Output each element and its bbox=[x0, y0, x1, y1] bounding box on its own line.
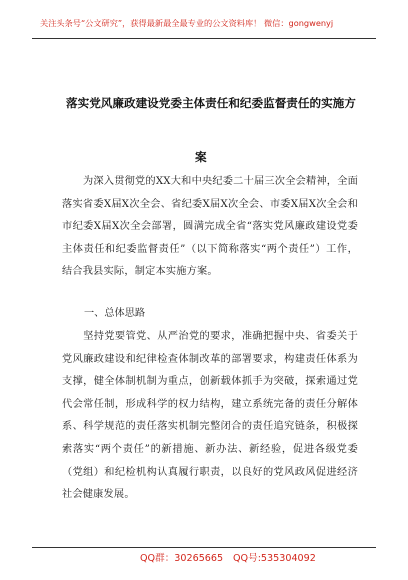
header-divider bbox=[32, 38, 376, 39]
footer-divider bbox=[32, 547, 376, 548]
section-heading: 一、总体思路 bbox=[84, 308, 146, 319]
intro-paragraph-text: 为深入贯彻党的XX大和中央纪委二十届三次全会精神，全面落实省委X届X次全会、省纪委X届X次全会、市委X届X次全会和市纪委X届X次全会部署，圆满完成全省“落实党风廉政建设党委主体责任和纪委监督责任”（以下简称落实“两个责任”）工作，结合我县实际，制定本实施方案。 bbox=[62, 176, 358, 278]
footer-qq-group: QQ群：30265665 bbox=[140, 553, 224, 564]
body-paragraph-text: 坚持党要管党、从严治党的要求，准确把握中央、省委关于党风廉政建设和纪律检查体制改革的部署要求，构建责任体系为支撑，健全体制机制为重点，创新载体抓手为突破，探索通过党代会常任制，形成科学的权力结构，建立系统完备的责任分解体系、科学规范的责任落实机制完整闭合的责任追究链条，积极探索落实“两个责任”的新措施、新办法、新经验，促进各级党委（党组）和纪检机构认真履行职责，以良好的党风政风促进经济社会健康发展。 bbox=[62, 331, 358, 501]
footer-qq-number: QQ号:535304092 bbox=[233, 553, 316, 564]
document-title-line-2: 案 bbox=[195, 150, 207, 164]
header-banner: 关注头条号“公文研究”，获得最新最全最专业的公文资料库！ 微信：gongwenyj bbox=[40, 18, 334, 28]
intro-paragraph bbox=[62, 171, 358, 284]
document-title-line-1: 落实党风廉政建设党委主体责任和纪委监督责任的实施方 bbox=[66, 96, 356, 110]
body-paragraph bbox=[62, 326, 358, 507]
